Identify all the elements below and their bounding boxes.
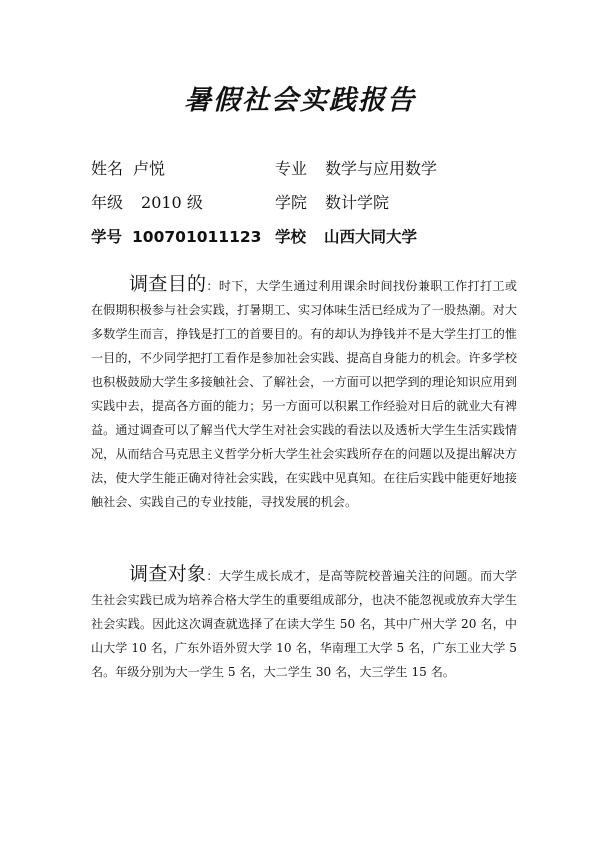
school-label: 学校 [275, 228, 307, 246]
college-field [275, 186, 389, 220]
school-value: 山西大同大学 [324, 228, 418, 246]
student-id-label: 学号 [91, 228, 123, 246]
info-row [91, 220, 531, 254]
purpose-text: ：时下，大学生通过利用课余时间找份兼职工作打打工或在假期积极参与社会实践，打暑期工、实习体味生活已经成为了一股热潮。对大多数学生而言，挣钱是打工的首要目的。有的却认为挣钱并不是大学生打工的惟一目的，不少同学把打工看作是参加社会实践、提高自身能力的机会。许多学校也积极鼓励大学生多接触社会、了解社会，一方面可以把学到的理论知识应用到实践中去，提高各方面的能力；另一方面可以积累工作经验对日后的就业大有裨益。通过调查可以了解当代大学生对社会实践的看法以及透析大学生生活实践情况，从而结合马克思主义哲学分析大学生社会实践所存在的问题以及提出解决方法，使大学生能正确对待社会实践，在实践中见真知。在往后实践中能更好地接触社会、实践自己的专业技能，寻找发展的机会。 [91, 279, 517, 509]
info-row [91, 186, 531, 220]
grade-value: 2010 级 [141, 193, 203, 212]
report-title: 暑假社会实践报告 [184, 85, 416, 116]
student-id-field [91, 220, 261, 254]
school-field [275, 220, 417, 254]
name-value: 卢悦 [133, 159, 166, 178]
name-label: 姓名 [91, 159, 124, 178]
major-field [275, 152, 437, 186]
college-value: 数计学院 [325, 193, 390, 212]
target-text: ：大学生成长成才，是高等院校普遍关注的问题。而大学生社会实践已成为培养合格大学生的重要组成部分，也决不能忽视或放弃大学生社会实践。因此这次调查就选择了在读大学生 50 名，其中广州大学 20 名，中山大学 10 名，广东外语外贸大学 10 名，华南理工大学 5 名，广东工业大学 5 名。年级分别为大一学生 5 名，大二学生 30 名，大三学生 15 名。 [91, 569, 517, 679]
name-field [91, 152, 165, 186]
major-label: 专业 [275, 159, 308, 178]
target-heading: 调查对象 [129, 563, 207, 585]
grade-label: 年级 [91, 193, 124, 212]
target-section [91, 562, 517, 684]
student-info [91, 152, 531, 254]
major-value: 数学与应用数学 [325, 159, 438, 178]
purpose-section [91, 272, 517, 514]
purpose-heading: 调查目的 [129, 273, 207, 295]
college-label: 学院 [275, 193, 308, 212]
grade-field [91, 186, 203, 220]
info-row [91, 152, 531, 186]
student-id-value: 100701011123 [132, 228, 262, 246]
